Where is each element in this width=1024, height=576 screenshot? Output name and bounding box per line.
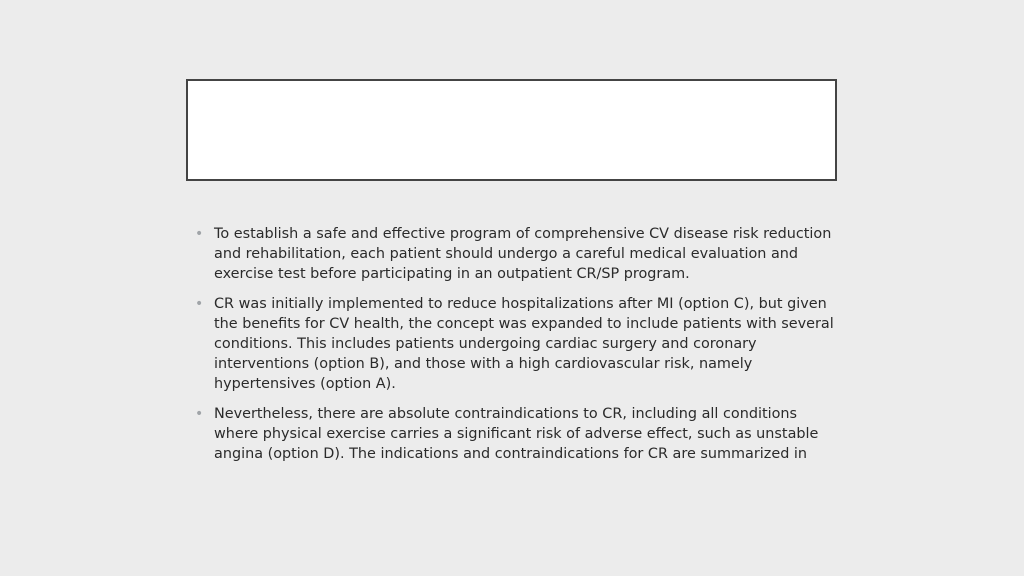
bullet-text: To establish a safe and effective program of comprehensive CV disease risk reduction and rehabilitation, each patient should undergo a careful medical evaluation and exercise test before participating in an outpatient CR/SP program. <box>214 226 832 282</box>
bullet-list <box>194 224 834 464</box>
bullet-text: CR was initially implemented to reduce hospitalizations after MI (option C), but given the benefits for CV health, the concept was expanded to include patients with several conditions. This includes patients undergoing cardiac surgery and coronary interventions (option B), and those with a high cardiovascular risk, namely hypertensives (option A). <box>214 296 834 392</box>
bullet-text: Nevertheless, there are absolute contraindications to CR, including all conditions where physical exercise carries a significant risk of adverse effect, such as unstable angina (option D). The indications and contraindications for CR are summarized in <box>214 406 819 462</box>
bullet-dot-icon: • <box>195 296 204 312</box>
slide-title-box <box>186 79 837 181</box>
bullet-item <box>194 224 834 284</box>
bullet-item <box>194 294 834 394</box>
bullet-dot-icon: • <box>195 406 204 422</box>
bullet-item <box>194 404 834 464</box>
bullet-dot-icon: • <box>195 226 204 242</box>
